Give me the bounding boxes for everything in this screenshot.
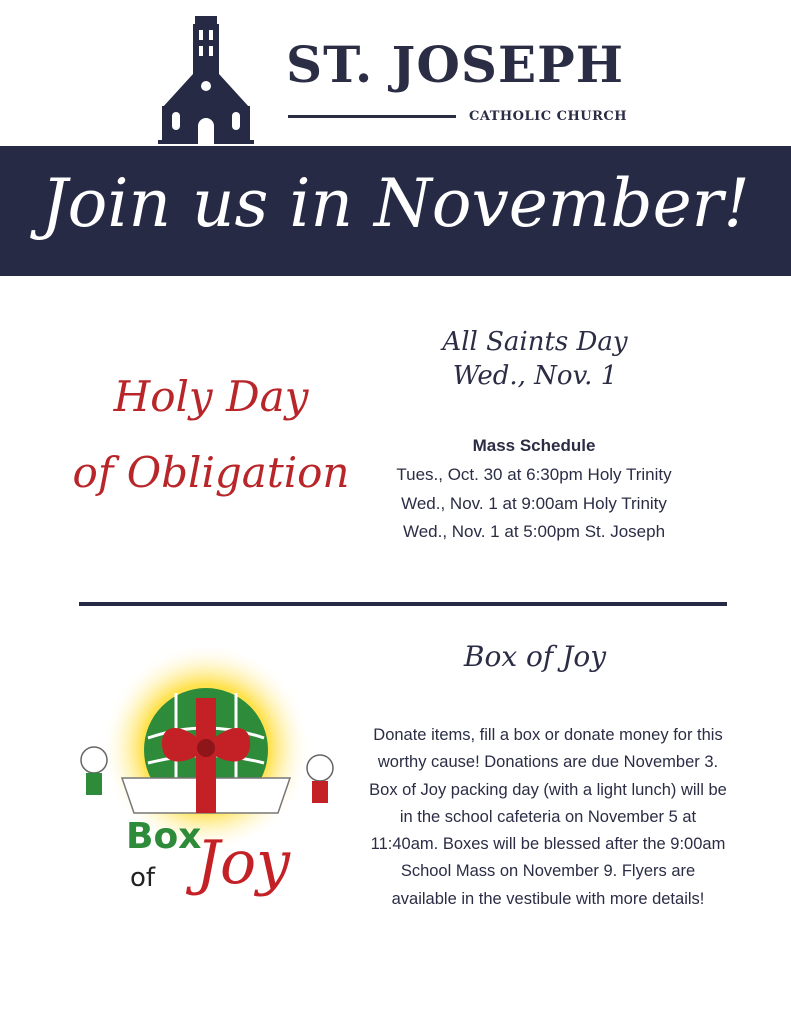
- all-saints-title: All Saints Day: [442, 327, 628, 357]
- holy-day-heading: Holy Day: [113, 372, 309, 421]
- mass-schedule-title: Mass Schedule: [472, 436, 596, 455]
- box-of-joy-logo: [64, 638, 354, 908]
- brand-name: ST. JOSEPH: [286, 35, 624, 94]
- section-divider: [79, 602, 727, 606]
- church-logo-icon: [158, 16, 254, 144]
- brand-subtitle: CATHOLIC CHURCH: [469, 109, 627, 124]
- all-saints-date: Wed., Nov. 1: [452, 361, 618, 391]
- box-of-joy-description: Donate items, fill a box or donate money for this worthy cause! Donations are due November 3. Box of Joy packing day (with a light lunch) will be in the school cafeteria on November 5 at 11:40am. Boxes will be blessed after the 9:00am School Mass on November 9. Flyers are available in the vestibule with more details!: [369, 726, 727, 908]
- box-logo-text-box: Box: [126, 816, 202, 857]
- mass-schedule-line: Wed., Nov. 1 at 9:00am Holy Trinity: [401, 494, 667, 513]
- box-of-joy-title: Box of Joy: [463, 640, 607, 673]
- mass-schedule-line: Wed., Nov. 1 at 5:00pm St. Joseph: [402, 522, 666, 541]
- obligation-heading: of Obligation: [72, 448, 350, 497]
- brand-rule: [288, 115, 456, 118]
- box-logo-text-joy: Joy: [196, 828, 291, 898]
- mass-schedule-line: Tues., Oct. 30 at 6:30pm Holy Trinity: [396, 465, 672, 484]
- banner-title: Join us in November!: [41, 165, 750, 242]
- box-logo-text-of: of: [130, 863, 156, 893]
